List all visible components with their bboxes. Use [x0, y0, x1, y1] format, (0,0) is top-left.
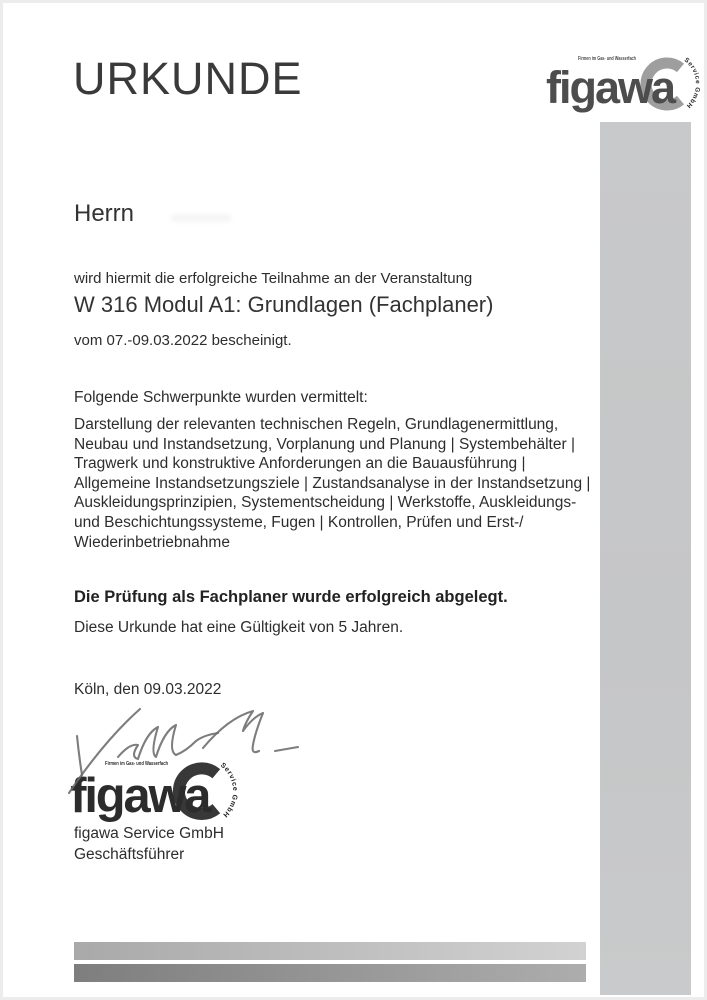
- handwritten-signature: [59, 701, 309, 801]
- course-date-line: vom 07.-09.03.2022 bescheinigt.: [74, 332, 292, 349]
- topics-paragraph: Darstellung der relevanten technischen Regeln, Grundlagenermittlung, Neubau und Instandsetzung, Vorplanung und Planung | Systembehälter | Tragwerk und konstruktive Anforderungen an die Bauausführung | Allgemeine Instandsetzungsziele | Zustandsanalyse in der Instandsetzung | Auskleidungsprinzipien, Systementscheidung | Werkstoffe, Auskleidungs- und Beschichtungssysteme, Fugen | Kontrollen, Prüfen und Erst-/ Wiederinbetriebnahme: [74, 416, 591, 551]
- logo-tagline: Firmen im Gas- und Wasserfach: [578, 56, 636, 62]
- validity-statement: Diese Urkunde hat eine Gültigkeit von 5 Jahren.: [74, 619, 404, 636]
- logo-ring-label: Service GmbH: [682, 56, 702, 110]
- signer-role: Geschäftsführer: [74, 846, 185, 863]
- footer-bar-dark: [74, 964, 586, 982]
- salutation: Herrn: [74, 200, 135, 227]
- signer-company: figawa Service GmbH: [74, 825, 224, 842]
- footer-bar-light: [74, 942, 586, 960]
- exam-result-statement: Die Prüfung als Fachplaner wurde erfolgreich abgelegt.: [74, 588, 508, 606]
- logo-brand-text: figawa: [546, 62, 675, 113]
- stamp-tagline: Firmen im Gas- und Wasserfach: [105, 761, 169, 768]
- figawa-logo-graphic: [545, 47, 703, 117]
- course-title: W 316 Modul A1: Grundlagen (Fachplaner): [74, 292, 494, 317]
- redacted-recipient-name: [171, 214, 231, 222]
- figawa-logo: [545, 47, 703, 117]
- side-accent-bar: [600, 122, 691, 995]
- place-and-date: Köln, den 09.03.2022: [74, 681, 222, 698]
- topics-heading: Folgende Schwerpunkte wurden vermittelt:: [74, 389, 368, 406]
- stamp-brand-text: figawa: [70, 768, 210, 823]
- stamp-ring-label: Service GmbH: [218, 761, 239, 819]
- intro-line: wird hiermit die erfolgreiche Teilnahme an der Veranstaltung: [74, 270, 473, 287]
- certificate-title: URKUNDE: [73, 53, 303, 104]
